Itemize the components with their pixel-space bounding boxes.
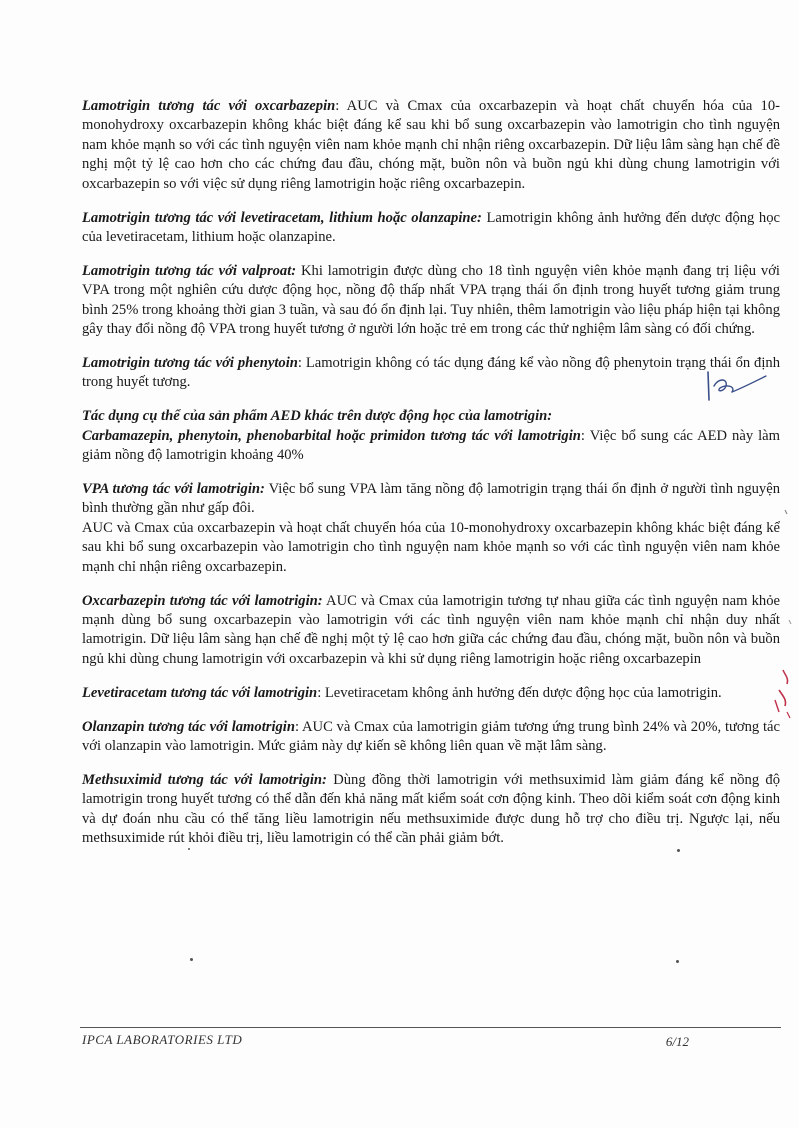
paragraph-title: Lamotrigin tương tác với valproat: xyxy=(82,262,297,279)
paragraph-title: Lamotrigin tương tác với oxcarbazepin xyxy=(82,98,336,114)
paragraph-phenytoin-interaction: Lamotrigin tương tác với phenytoin: Lamotrigin không có tác dụng đáng kể vào nồng độ phenytoin trạng thái ổn định trong huyết tương. xyxy=(82,354,780,391)
paragraph-text: AUC và Cmax của oxcarbazepin và hoạt chất chuyển hóa của 10-monohydroxy oxcarbazepin không khác biệt đáng kể sau khi bổ sung oxcarbazepin vào lamotrigin cho tình nguyện nam khỏe mạnh so với các tình nguyện viên nam khỏe mạnh chỉ nhận riêng oxcarbazepin. Dữ liệu lâm sàng hạn chế đề nghị một tỷ lệ cao hơn cho các chứng đau đầu, chóng mặt, buồn nôn và buồn ngủ khi dùng chung lamotrigin với oxcarbazepin so với việc sử dụng riêng lamotrigin hoặc riêng oxcarbazepin. xyxy=(82,98,780,192)
document-body xyxy=(82,97,780,849)
paragraph-oxcarbazepin-interaction: Lamotrigin tương tác với oxcarbazepin: AUC và Cmax của oxcarbazepin và hoạt chất chuyển hóa của 10-monohydroxy oxcarbazepin không khác biệt đáng kể sau khi bổ sung oxcarbazepin vào lamotrigin cho tình nguyện nam khỏe mạnh so với các tình nguyện viên nam khỏe mạnh chỉ nhận riêng oxcarbazepin. Dữ liệu lâm sàng hạn chế đề nghị một tỷ lệ cao hơn cho các chứng đau đầu, chóng mặt, buồn nôn và buồn ngủ khi dùng chung lamotrigin với oxcarbazepin so với việc sử dụng riêng lamotrigin hoặc riêng oxcarbazepin. xyxy=(82,98,780,192)
paragraph-title: Olanzapin tương tác với lamotrigin xyxy=(82,718,295,735)
footer-divider xyxy=(80,1027,781,1028)
paragraph-text: Khi lamotrigin được dùng cho 18 tình nguyện viên khỏe mạnh đang trị liệu với VPA trong một nghiên cứu dược động học, nồng độ thấp nhất VPA trạng thái ổn định trong huyết tương giảm trung bình 25% trong khoảng thời gian 3 tuần, và sau đó ổn định lại. Tuy nhiên, thêm lamotrigin vào liệu pháp hiện tại không gây thay đổi nồng độ VPA trong huyết tương ở người lớn hoặc trẻ em trong các thử nghiệm lâm sàng có đối chứng. xyxy=(82,262,780,338)
paragraph-extra-text: AUC và Cmax của oxcarbazepin và hoạt chất chuyển hóa của 10-monohydroxy oxcarbazepin không khác biệt đáng kể sau khi bổ sung oxcarbazepin vào lamotrigin cho tình nguyện nam khỏe mạnh so với các tình nguyện viên nam khỏe mạnh chỉ nhận riêng oxcarbazepin. xyxy=(82,519,780,575)
footer-company-name: IPCA LABORATORIES LTD xyxy=(82,1032,243,1047)
scan-speck xyxy=(676,960,679,963)
handwritten-annotation-icon xyxy=(702,366,772,406)
paragraph-text: AUC và Cmax của lamotrigin giảm tương ứng trung bình 24% và 20%, tương tác với olanzapin vào lamotrigin. Mức giảm này dự kiến sẽ không liên quan về mặt lâm sàng. xyxy=(82,718,780,754)
paragraph-levetiracetam-interaction xyxy=(82,209,780,248)
paragraph-text: Dùng đồng thời lamotrigin với methsuximid làm giảm đáng kể nồng độ lamotrigin trong huyết tương có thể dẫn đến khả năng mất kiểm soát cơn động kinh. Theo dõi kiểm soát cơn động kinh và dự đoán nhu cầu có thể tăng liều lamotrigin nếu methsuximide được dung hỗ trợ cho điều trị. Ngược lại, nếu methsuximide rút khỏi điều trị, liều lamotrigin có thể cần phải giảm bớt. xyxy=(82,771,780,847)
paragraph-levetiracetam-on-lamotrigin: Levetiracetam tương tác với lamotrigin: Levetiracetam không ảnh hưởng đến dược động học của lamotrigin. xyxy=(82,684,722,701)
scan-speck xyxy=(677,849,680,852)
paragraph-text: Lamotrigin không ảnh hưởng đến dược động học của levetiracetam, lithium hoặc olanzapine. xyxy=(82,209,780,245)
paragraph-text: Việc bổ sung các AED này làm giảm nồng độ lamotrigin khoảng 40% xyxy=(82,427,780,464)
paragraph-text: Lamotrigin không có tác dụng đáng kể vào nồng độ phenytoin trạng thái ổn định trong huyết tương. xyxy=(82,354,780,391)
paragraph-title: Methsuximid tương tác với lamotrigin: xyxy=(82,771,327,788)
footer-page-number: 6/12 xyxy=(665,1034,689,1049)
paragraph-oxcarbazepin-on-lamotrigin xyxy=(82,592,780,670)
paragraph-olanzapin-on-lamotrigin: Olanzapin tương tác với lamotrigin: AUC và Cmax của lamotrigin giảm tương ứng trung bình 24% và 20%, tương tác với olanzapin vào lamotrigin. Mức giảm này dự kiến sẽ không liên quan về mặt lâm sàng. xyxy=(82,718,780,754)
paragraph-title: Oxcarbazepin tương tác với lamotrigin: xyxy=(82,592,323,609)
paragraph-text: AUC và Cmax của lamotrigin tương tự nhau giữa các tình nguyện nam khỏe mạnh dùng bổ sung oxcarbazepin vào lamotrigin với các tình nguyện viên nam khỏe mạnh chỉ nhận duy nhất lamotrigin. Dữ liệu lâm sàng hạn chế đề nghị một tỷ lệ cao hơn giữa các chứng đau đầu, chóng mặt, buồn nôn và buồn ngủ khi dùng chung lamotrigin với oxcarbazepin và khi sử dụng riêng lamotrigin hoặc riêng oxcarbazepin xyxy=(82,592,780,667)
scan-speck xyxy=(190,958,193,961)
paragraph-title: Carbamazepin, phenytoin, phenobarbital hoặc primidon tương tác với lamotrigin xyxy=(82,427,581,444)
section-heading: Tác dụng cụ thể của sản phẩm AED khác trên dược động học của lamotrigin: xyxy=(82,408,553,425)
paragraph-vpa-interaction xyxy=(82,480,780,577)
paragraph-text: Việc bổ sung VPA làm tăng nồng độ lamotrigin trạng thái ổn định ở người tình nguyện bình thường gần như gấp đôi. xyxy=(82,481,780,517)
paragraph-title: VPA tương tác với lamotrigin: xyxy=(82,481,265,497)
paragraph-valproat-interaction xyxy=(82,262,780,340)
paragraph-aed-effects: Tác dụng cụ thể của sản phẩm AED khác trên dược động học của lamotrigin: Carbamazepin, phenytoin, phenobarbital hoặc primidon tương tác với lamotrigin: Việc bổ sung các AED này làm giảm nồng độ lamotrigin khoảng 40% xyxy=(82,408,780,464)
paragraph-title: Levetiracetam tương tác với lamotrigin xyxy=(82,684,318,701)
paragraph-text: Levetiracetam không ảnh hưởng đến dược động học của lamotrigin. xyxy=(324,684,722,701)
paragraph-title: Lamotrigin tương tác với phenytoin xyxy=(82,354,298,371)
paragraph-methsuximid-on-lamotrigin xyxy=(82,771,780,849)
scan-speck xyxy=(188,848,190,850)
margin-ink-marks-icon xyxy=(765,500,795,760)
paragraph-title: Lamotrigin tương tác với levetiracetam, lithium hoặc olanzapine: xyxy=(82,209,482,226)
